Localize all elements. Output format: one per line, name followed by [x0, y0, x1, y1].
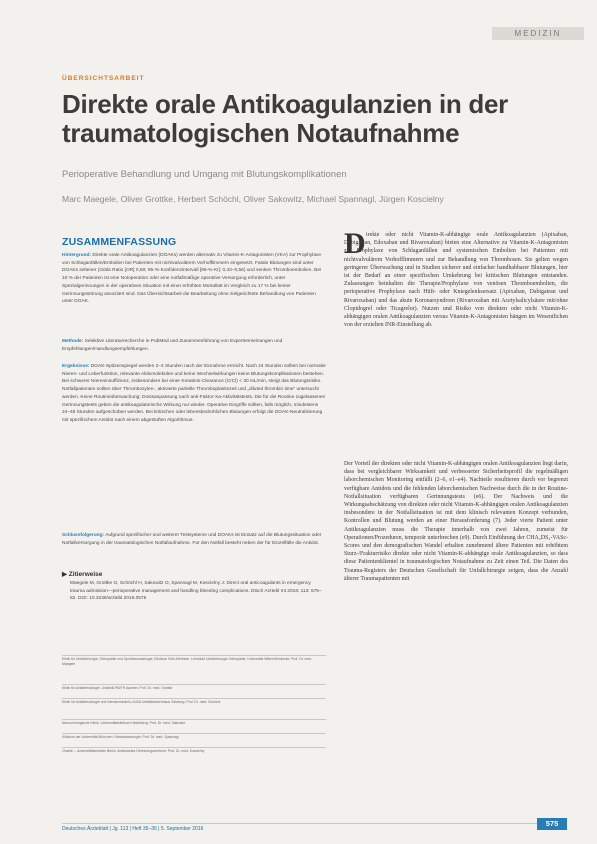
affiliation-item: Klinik für Anästhesiologie und Intensivmedizin, AUVA Unfallkrankenhaus Salzburg: Prof. Dr. med. Schöchl [62, 698, 326, 705]
summary-methods [62, 338, 326, 353]
summary-results [62, 363, 326, 425]
summary-conclusion [62, 532, 326, 547]
methods-lead: Methode: [62, 339, 84, 344]
methods-text: Selektive Literaturrecherche in PubMed und Zusammenführung von Expertenmeinungen und Empfehlungen/Handlungsempfehlungen. [62, 339, 283, 352]
summary-box [62, 230, 326, 648]
citation-label: ▶ Zitierweise [62, 571, 103, 578]
affiliation-item: Klinik für Unfallchirurgie, Orthopädie und Sporttraumatologie, Klinikum Köln-Merheim, Lehrstuhl Unfallchirurgie Orthopädie, Universität Witten/Herdecke: Prof. Dr. med. Maegele [62, 655, 326, 668]
results-lead: Ergebnisse: [62, 364, 90, 369]
affiliation-item: Klinikum der Universität München, Hämostaseologie: Prof. Dr. med. Spannagl [62, 733, 326, 740]
footer-journal: Deutsches Ärzteblatt | Jg. 113 | Heft 35–36 | 5. September 2016 [62, 826, 204, 832]
section-tab: MEDIZIN [492, 27, 584, 40]
summary-background [62, 252, 326, 306]
body-column [344, 227, 568, 810]
affiliation-item: Charité – Universitätsmedizin Berlin, Ambulantes Gerinnungszentrum: Prof. Dr. med. Koscielny [62, 747, 326, 754]
body-paragraph: irekte oder nicht Vitamin-K-abhängige orale Antikoagulanzien (Apixaban, Dabigatran, Edoxaban und Rivaroxaban) bieten eine Alternative zu Vitamin-K-Antagonisten zur Prophylaxe von Schlaganfällen und systemischen Embolien bei Patienten mit nichtvalvulärem Vorhofflimmern und zur Behandlung von Thrombosen. Sie gelten wegen geringerer Überwachung und in Studien sicherer und einfacher handhabbarer Blutungen, hier ist der Bedarf an einer spezifischen Umkehrung bei kritischen Blutungen entstanden. Zulassungen beinhalten die Therapie/Prophylaxe von venösen Thromboembolien, die perioperative Prophylaxe nach Hüft- oder Kniegelenksersatz (Apixaban, Dabigatran und Rivaroxaban) und das akute Koronarsyndrom (Rivaroxaban mit Acetylsalicylsäure mit/ohne Clopidogrel oder Ticagrelor). Nutzen und Risiko von direkten oder nicht Vitamin-K-abhängigen oralen Antikoagulanzien versus Vitamin-K-Antagonisten hängen im Wesentlichen von der erzielten INR-Einstellung ab. [344, 232, 568, 329]
footer-rule [62, 823, 537, 824]
article-kicker: ÜBERSICHTSARBEIT [62, 75, 145, 82]
article-subtitle: Perioperative Behandlung und Umgang mit Blutungskomplikationen [62, 169, 347, 180]
conclusion-lead: Schlussfolgerung: [62, 533, 105, 538]
drop-cap: D [344, 227, 366, 260]
page-number: 575 [537, 818, 567, 830]
author-list: Marc Maegele, Oliver Grottke, Herbert Schöchl, Oliver Sakowitz, Michael Spannagl, Jürgen Koscielny [62, 194, 444, 204]
background-text: Direkte orale Antikoagulanzien (DOAKs) werden alternativ zu Vitamin-K-Antagonisten (VKA) zur Prophylaxe von Schlaganfällen/Embolien bei Patienten mit nichtvalvulärem Vorhofflimmern eingesetzt. Fatale Blutungen sind unter DOAKs seltener (Odds Ratio [OR] 0,58; 95-%-Konfidenzintervall [95-%-KI]: 0,43–0,56) und senken Thromboembolien. Bei 10 % der Patienten ist eine Notoperation oder eine notfallmäßige operative Versorgung erforderlich, unter Spezialgerinnungen in der operativen Situation mit einer erhöhten Mortalität im Vergleich zu 17 % bei keiner Gerinnungsstörung assoziiert sind. Das Übersichtsarbeit die Bearbeitung ohne zielgerichtete Behandlung von Patienten unter DOAK. [62, 253, 322, 305]
affiliation-item: Neurochirurgische Klinik, Universitätsklinikum Heidelberg: Prof. Dr. med. Sakowitz [62, 719, 326, 726]
affiliation-item: Klinik für Anästhesiologie, Uniklinik RWTH Aachen: Prof. Dr. med. Grottke [62, 684, 326, 691]
background-lead: Hintergrund: [62, 253, 92, 258]
citation-text: Maegele M, Grottke O, Schöchl H, Sakowitz O, Spannagl M, Koscielny J: Direct oral anticoagulants in emergency trauma admission—perioperative management and handling bleeding complications. Dtsch Arztebl Int 2016; 113: 575–82. DOI: 10.3238/arztebl.2016.0575 [70, 581, 322, 602]
article-title: Direkte orale Antikoagulanzien in der traumatologischen Notaufnahme [62, 89, 508, 148]
results-text: DOAK-Spitzenspiegel werden 2–4 Stunden nach der Einnahme erreicht. Nach 24 Stunden sollten bei normaler Nieren- und Leberfunktion, relevante Aktivmolekülen und keine Wechselwirkungen keine Blutungskomplikationen bestehen. Bei schwerer Niereninsuffizienz, insbesondere bei einer Kreatinin-Clearance (CrCl) < 30 mL/min, steigt das Blutungsrisiko. Notfallpatienten sollten über Thrombozyten-, aktivierte partielle Thromboplastinzeit und „diluted thrombin time“ untersucht werden. Keine Routineüberwachung; Dosisanpassung nach anti-Faktor-Xa-Aktivitätstests. Die für die Routine zugelassenen Gerinnungstests geben die antikoagulatorische Wirkung nur wieder. Operative Eingriffe sollten, falls möglich, mindestens 24–48 Stunden aufgeschoben werden. Bei kritischen oder lebensbedrohlichen Blutungen erfolgt die DOAK-Neutralisierung mit spezifischem Antidot nach einem abgestuften Algorithmus. [62, 364, 327, 423]
summary-heading: ZUSAMMENFASSUNG [62, 236, 177, 248]
conclusion-text: Aufgrund spezifischer und weiterer Testsysteme und DOAKs ist Einsatz auf die Blutungssituation oder Notfallversorgung in der traumatologischen Notfallaufnahme. Für den Notfall besteht neben der für Einzelfälle die Antidot. [62, 533, 322, 546]
body-paragraph: Der Vorteil der direkten oder nicht Vitamin-K-abhängigen oralen Antikoagulanzien liegt darin, dass bei vergleichbarer Wirksamkeit und verbesserter Sicherheitsprofil die regelmäßigen laborchemischen Monitoring entfällt (2–6, e1–e4). Nachteile resultieren durch vor begrenzt verfügbare Antidots und die fehlenden laborchemischen Nachweise durch die in der Routine-Notfallsituation verfügbaren Gerinnungstests (e6). Der Nachweis und die Wirkungsabschätzung von direkten oder nicht Vitamin-K-abhängigen oralen Antikoagulanzien insbesondere in der Notfallsituation ist mit dem klinisch relevanten Konzept verbunden, Kontrollen und Blutung werden an einer Herausforderung (7). Jeder vierte Patient unter Antikoagulanzien muss die Therapie innerhalb von zwei Jahren, zumeist für Operationen/Prozeduren, temporär unterbrechen (e9). Durch Einführung der CHA₂DS₂-VASc-Scores und den demografischen Wandel erhalten zunehmend ältere Patienten mit erhöhtem Sturz-/Frakturrisiko direkte oder nicht Vitamin-K-abhängige orale Antikoagulanzien, so dass diese Patientenklientel in traumatologischen Notaufnahme zu Zeit einen Teil. Die Daten des Trauma-Registers der Deutschen Gesellschaft für Unfallchirurgie zeigen, dass die Anzahl älterer Traumapatienten mit [344, 461, 568, 582]
